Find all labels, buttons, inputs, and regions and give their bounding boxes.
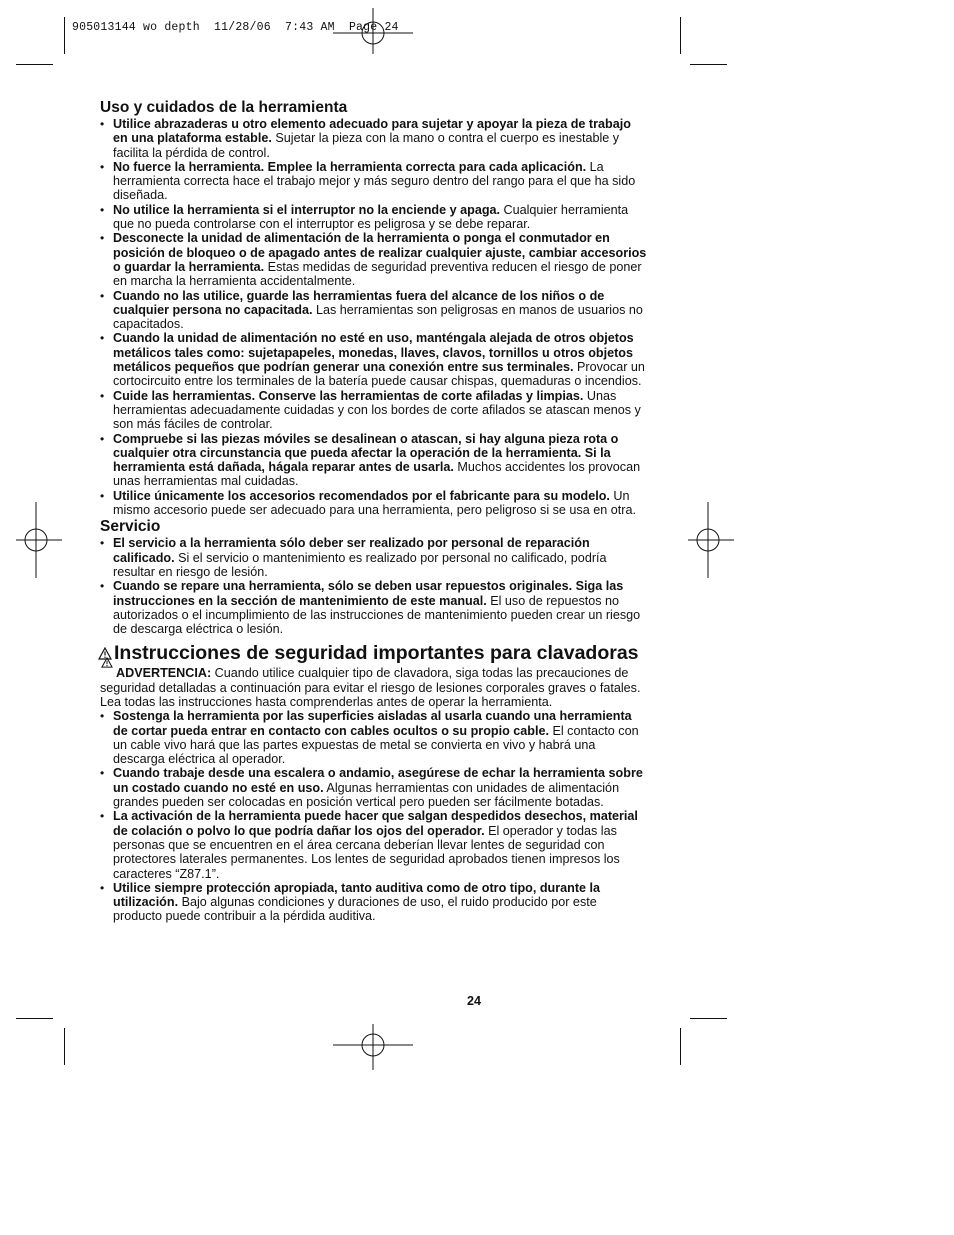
bullet-icon: •: [100, 880, 105, 895]
list-item: [100, 331, 648, 388]
item-text: Bajo algunas condiciones y duraciones de uso, el ruido producido por este producto puede contribuir a la pérdida auditiva.: [113, 895, 597, 924]
item-bold-text: Desconecte la unidad de alimentación de la herramienta o ponga el conmutador en posición de bloqueo o de apagado antes de realizar cualquier ajuste, cambiar accesorios o guardar la herramienta.: [113, 231, 647, 274]
print-slug: 905013144 wo depth 11/28/06 7:43 AM Page 24: [72, 21, 399, 34]
item-text: Muchos accidentes los provocan unas herramientas mal cuidadas.: [113, 460, 641, 489]
crop-mark: [690, 64, 727, 65]
bullet-list: [100, 117, 648, 517]
item-bold-text: No utilice la herramienta si el interruptor no la enciende y apaga.: [113, 202, 501, 217]
crop-mark: [680, 17, 681, 54]
item-text: Un mismo accesorio puede ser adecuado para una herramienta, pero peligroso si se usa en otra.: [113, 488, 636, 518]
item-bold-text: Compruebe si las piezas móviles se desalinean o atascan, si hay alguna pieza rota o cualquier otra circunstancia que pueda afectar la operación de la herramienta. Si la herramienta está dañada, hágala reparar antes de usarla.: [113, 431, 619, 475]
registration-mark-icon: [688, 502, 734, 578]
bullet-icon: •: [100, 117, 105, 131]
list-item: [100, 289, 648, 332]
warning-paragraph: [100, 666, 648, 709]
list-item: [100, 432, 648, 489]
bullet-icon: •: [100, 388, 105, 403]
main-heading: [98, 642, 648, 664]
crop-mark: [64, 1028, 65, 1065]
crop-mark: [16, 1018, 53, 1019]
item-text: Estas medidas de seguridad preventiva reducen el riesgo de poner en marcha la herramienta accidentalmente.: [113, 259, 642, 289]
registration-mark-icon: [16, 502, 62, 578]
page-number: 24: [466, 994, 481, 1008]
bullet-icon: •: [100, 488, 105, 503]
list-item: [100, 881, 648, 924]
crop-mark: [680, 1028, 681, 1065]
bullet-icon: •: [100, 536, 105, 551]
list-item: [100, 536, 648, 579]
bullet-icon: •: [100, 159, 105, 174]
list-item: [100, 766, 648, 809]
item-text: Algunas herramientas con unidades de alimentación grandes pueden ser colocadas en posición vertical pero pueden ser fácilmente botadas.: [113, 780, 620, 810]
warning-triangle-icon: [101, 657, 113, 668]
item-text: El operador y todas las personas que se encuentren en el área cercana deberían llevar lentes de seguridad con protectores laterales permanentes. Los lentes de seguridad aprobados tienen impresos los caracteres “Z87.1”.: [113, 823, 620, 881]
item-bold-text: Cuando se repare una herramienta, sólo se deben usar repuestos originales. Siga las instrucciones en la sección de mantenimiento de este manual.: [113, 579, 624, 608]
bullet-icon: •: [100, 709, 105, 724]
item-bold-text: Sostenga la herramienta por las superficies aisladas al usarla cuando una herramienta de cortar pueda entrar en contacto con cables ocultos o su propio cable.: [113, 709, 632, 738]
item-text: Cualquier herramienta que no pueda controlarse con el interruptor es peligrosa y se debe reparar.: [113, 202, 629, 232]
item-text: El uso de repuestos no autorizados o el incumplimiento de las instrucciones de mantenimiento pueden crear un riesgo de descarga eléctrica o lesión.: [113, 593, 641, 637]
item-bold-text: Cuando la unidad de alimentación no esté en uso, manténgala alejada de otros objetos metálicos tales como: sujetapapeles, monedas, llaves, clavos, tornillos u otros objetos metálicos pequeños que podrían generar una conexión entre sus terminales.: [113, 331, 634, 375]
list-item: [100, 809, 648, 880]
bullet-icon: •: [100, 231, 105, 246]
item-bold-text: El servicio a la herramienta sólo deber ser realizado por personal de reparación calificado.: [113, 536, 590, 565]
item-bold-text: Utilice siempre protección apropiada, tanto auditiva como de otro tipo, durante la utilización.: [113, 880, 601, 910]
list-item: [100, 489, 648, 518]
list-item: [100, 231, 648, 288]
page-content: [100, 99, 648, 924]
item-text: Las herramientas son peligrosas en manos de usuarios no capacitados.: [113, 302, 643, 332]
bullet-list: [100, 709, 648, 923]
item-text: La herramienta correcta hace el trabajo mejor y más seguro dentro del rango para el que ha sido diseñada.: [113, 159, 636, 203]
section-heading: Uso y cuidados de la herramienta: [100, 99, 348, 116]
list-item: [100, 117, 648, 160]
bullet-icon: •: [100, 766, 105, 781]
registration-mark-icon: [333, 8, 413, 54]
bullet-icon: •: [100, 202, 105, 217]
main-heading-text: Instrucciones de seguridad importantes para clavadoras: [114, 642, 639, 665]
item-bold-text: Cuide las herramientas. Conserve las herramientas de corte afiladas y limpias.: [113, 388, 584, 403]
item-bold-text: Utilice abrazaderas u otro elemento adecuado para sujetar y apoyar la pieza de trabajo en una plataforma estable.: [113, 117, 631, 146]
item-bold-text: La activación de la herramienta puede hacer que salgan despedidos desechos, material de colación o polvo lo que podría dañar los ojos del operador.: [113, 809, 638, 838]
list-item: [100, 579, 648, 636]
item-text: Si el servicio o mantenimiento es realizado por personal no calificado, podría resultar en riesgo de lesión.: [113, 550, 607, 579]
bullet-icon: •: [100, 331, 105, 346]
item-bold-text: Cuando trabaje desde una escalera o andamio, asegúrese de echar la herramienta sobre un costado cuando no esté en uso.: [113, 766, 643, 795]
bullet-icon: •: [100, 288, 105, 303]
item-text: Unas herramientas adecuadamente cuidadas y con los bordes de corte afilados se atascan menos y son más fáciles de controlar.: [113, 388, 641, 432]
item-bold-text: Utilice únicamente los accesorios recomendados por el fabricante para su modelo.: [113, 488, 610, 503]
bullet-list: [100, 536, 648, 636]
crop-mark: [64, 17, 65, 54]
section-heading: Servicio: [100, 518, 161, 536]
list-item: [100, 389, 648, 432]
list-item: [100, 160, 648, 203]
crop-mark: [16, 64, 53, 65]
bullet-icon: •: [100, 431, 105, 446]
registration-mark-icon: [333, 1024, 413, 1070]
crop-mark: [690, 1018, 727, 1019]
item-bold-text: No fuerce la herramienta. Emplee la herramienta correcta para cada aplicación.: [113, 159, 587, 174]
list-item: [100, 709, 648, 766]
item-text: El contacto con un cable vivo hará que las partes expuestas de metal se convierta en vivo y habrá una descarga eléctrica al operador.: [113, 723, 639, 767]
warning-text: Cuando utilice cualquier tipo de clavadora, siga todas las precauciones de seguridad detalladas a continuación para evitar el riesgo de lesiones corporales graves o fatales. Lea todas las instrucciones hasta comprenderlas antes de operar la herramienta.: [100, 666, 641, 709]
item-text: Sujetar la pieza con la mano o contra el cuerpo es inestable y facilita la pérdida de control.: [113, 131, 620, 160]
list-item: [100, 203, 648, 232]
bullet-icon: •: [100, 579, 105, 594]
item-bold-text: Cuando no las utilice, guarde las herramientas fuera del alcance de los niños o de cualquier persona no capacitada.: [113, 288, 605, 317]
item-text: Provocar un cortocircuito entre los terminales de la batería puede causar chispas, quemaduras o incendios.: [113, 360, 645, 389]
warning-label: ADVERTENCIA:: [116, 666, 212, 681]
bullet-icon: •: [100, 809, 105, 824]
